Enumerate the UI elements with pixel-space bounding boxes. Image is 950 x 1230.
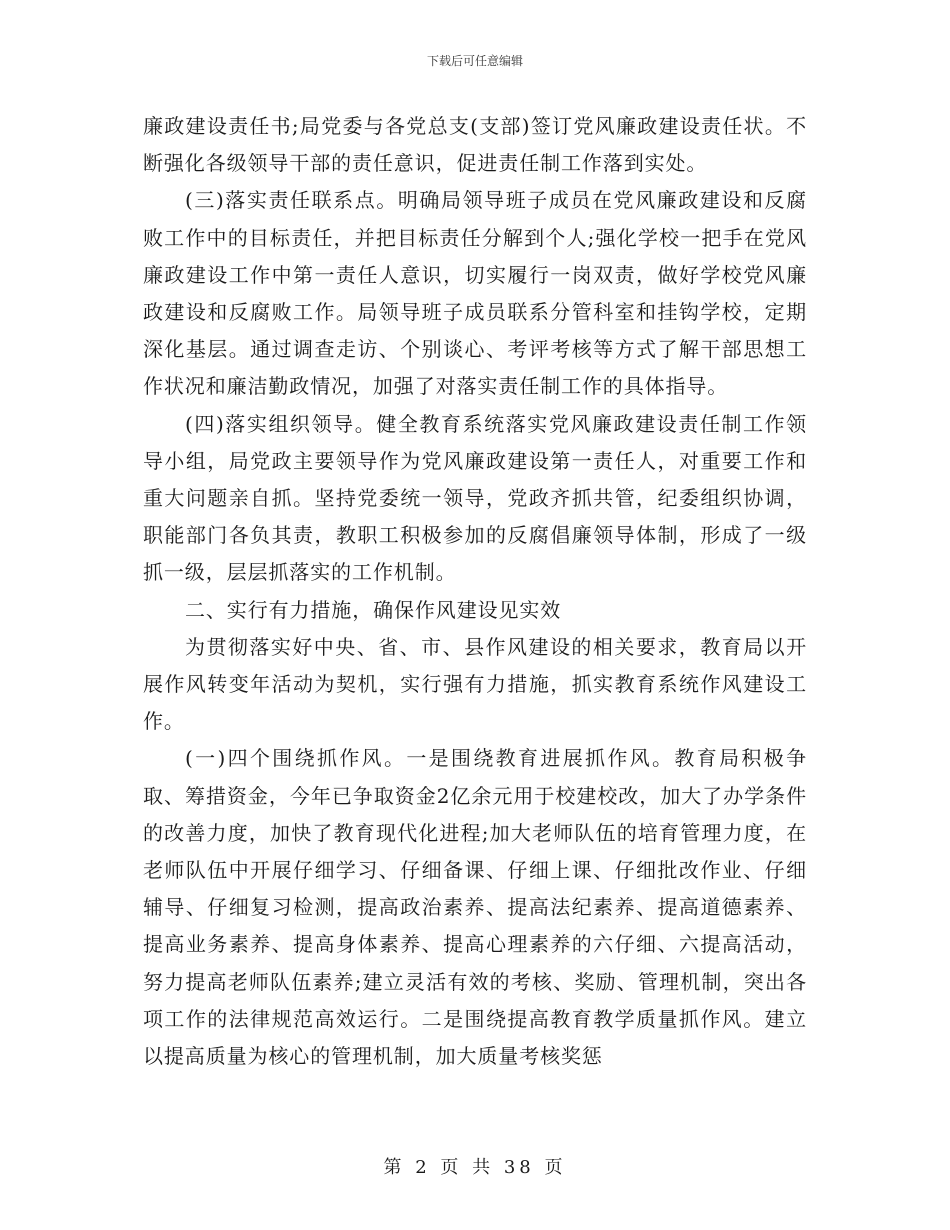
paragraph-1: 廉政建设责任书;局党委与各党总支(支部)签订党风廉政建设责任状。不断强化各级领导干部的责任意识，促进责任制工作落到实处。 <box>143 114 807 176</box>
paragraph-4: 为贯彻落实好中央、省、市、县作风建设的相关要求，教育局以开展作风转变年活动为契机，实行强有力措施，抓实教育系统作风建设工作。 <box>143 634 807 734</box>
document-body <box>143 108 807 1075</box>
page-number-footer: 第 2 页 共 38 页 <box>383 1157 567 1178</box>
section-heading: 二、实行有力措施，确保作风建设见实效 <box>185 597 562 622</box>
paragraph-2: (三)落实责任联系点。明确局领导班子成员在党风廉政建设和反腐败工作中的目标责任，并把目标责任分解到个人;强化学校一把手在党风廉政建设工作中第一责任人意识，切实履行一岗双责，做好学校党风廉政建设和反腐败工作。局领导班子成员联系分管科室和挂钩学校，定期深化基层。通过调查走访、个别谈心、考评考核等方式了解干部思想工作状况和廉洁勤政情况，加强了对落实责任制工作的具体指导。 <box>143 188 807 399</box>
paragraph-5: (一)四个围绕抓作风。一是围绕教育进展抓作风。教育局积极争取、筹措资金，今年已争取资金2亿余元用于校建校改，加大了办学条件的改善力度，加快了教育现代化进程;加大老师队伍的培育管理力度，在老师队伍中开展仔细学习、仔细备课、仔细上课、仔细批改作业、仔细辅导、仔细复习检测，提高政治素养、提高法纪素养、提高道德素养、提高业务素养、提高身体素养、提高心理素养的六仔细、六提高活动，努力提高老师队伍素养;建立灵活有效的考核、奖励、管理机制，突出各项工作的法律规范高效运行。二是围绕提高教育教学质量抓作风。建立以提高质量为核心的管理机制，加大质量考核奖惩 <box>143 746 807 1069</box>
paragraph-3: (四)落实组织领导。健全教育系统落实党风廉政建设责任制工作领导小组，局党政主要领导作为党风廉政建设第一责任人，对重要工作和重大问题亲自抓。坚持党委统一领导，党政齐抓共管，纪委组织协调，职能部门各负其责，教职工积极参加的反腐倡廉领导体制，形成了一级抓一级，层层抓落实的工作机制。 <box>143 411 807 585</box>
page-header: 下载后可任意编辑 <box>426 54 523 68</box>
